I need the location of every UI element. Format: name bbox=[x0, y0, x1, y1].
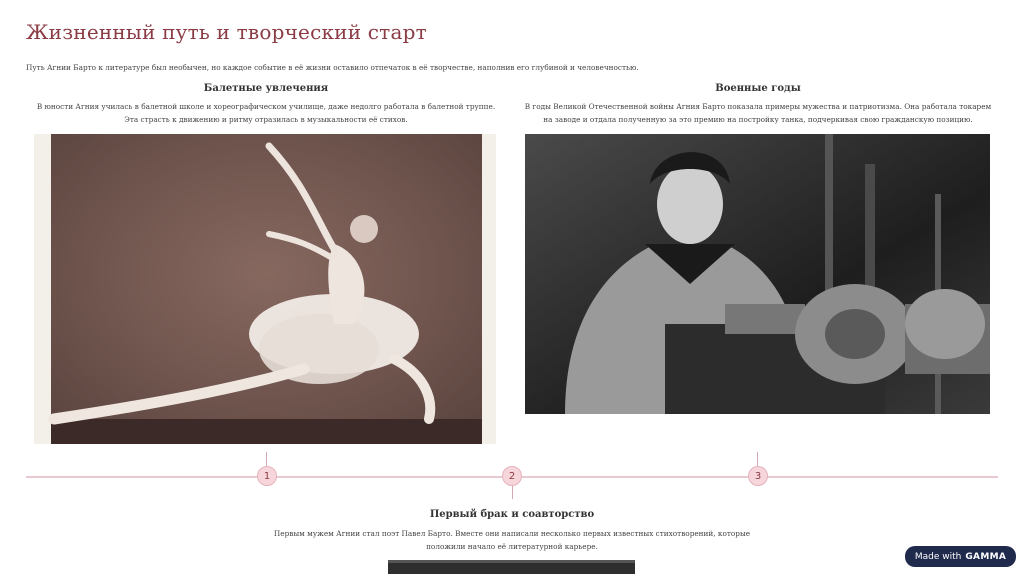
ballet-photo bbox=[34, 134, 496, 444]
timeline-tick bbox=[757, 452, 758, 466]
badge-prefix: Made with bbox=[914, 551, 962, 562]
timeline-node-2[interactable]: 2 bbox=[502, 466, 522, 486]
timeline-tick bbox=[512, 485, 513, 499]
ballet-text: В юности Агния училась в балетной школе и хореографическом училище, даже недолго работала в балетной труппе. Эта страсть к движению и ритму отразилась в музыкальности её стихов. bbox=[36, 102, 496, 124]
war-text: В годы Великой Отечественной войны Агния Барто показала примеры мужества и патриотизма. Она работала токарем на заводе и отдала полученную за это премию на постройку танка, подчеркивая свою гражданскую позицию. bbox=[524, 102, 992, 124]
ballet-heading: Балетные увлечения bbox=[203, 83, 329, 94]
timeline-node-1[interactable]: 1 bbox=[257, 466, 277, 486]
marriage-heading: Первый брак и соавторство bbox=[429, 509, 595, 520]
war-photo bbox=[525, 134, 990, 414]
page-title: Жизненный путь и творческий старт bbox=[26, 20, 427, 44]
marriage-photo bbox=[388, 560, 635, 574]
badge-brand: GAMMA bbox=[965, 551, 1007, 562]
marriage-text: Первым мужем Агнии стал поэт Павел Барто. Вместе они написали несколько первых известных стихотворений, которые положили начало её литературной карьере. bbox=[273, 529, 751, 551]
made-with-gamma-badge[interactable] bbox=[905, 546, 1016, 567]
timeline-node-3[interactable]: 3 bbox=[748, 466, 768, 486]
timeline-tick bbox=[266, 452, 267, 466]
war-heading: Военные годы bbox=[715, 83, 801, 94]
intro-text: Путь Агнии Барто к литературе был необычен, но каждое событие в её жизни оставило отпечаток в её творчестве, наполнив его глубиной и человечностью. bbox=[26, 63, 639, 72]
